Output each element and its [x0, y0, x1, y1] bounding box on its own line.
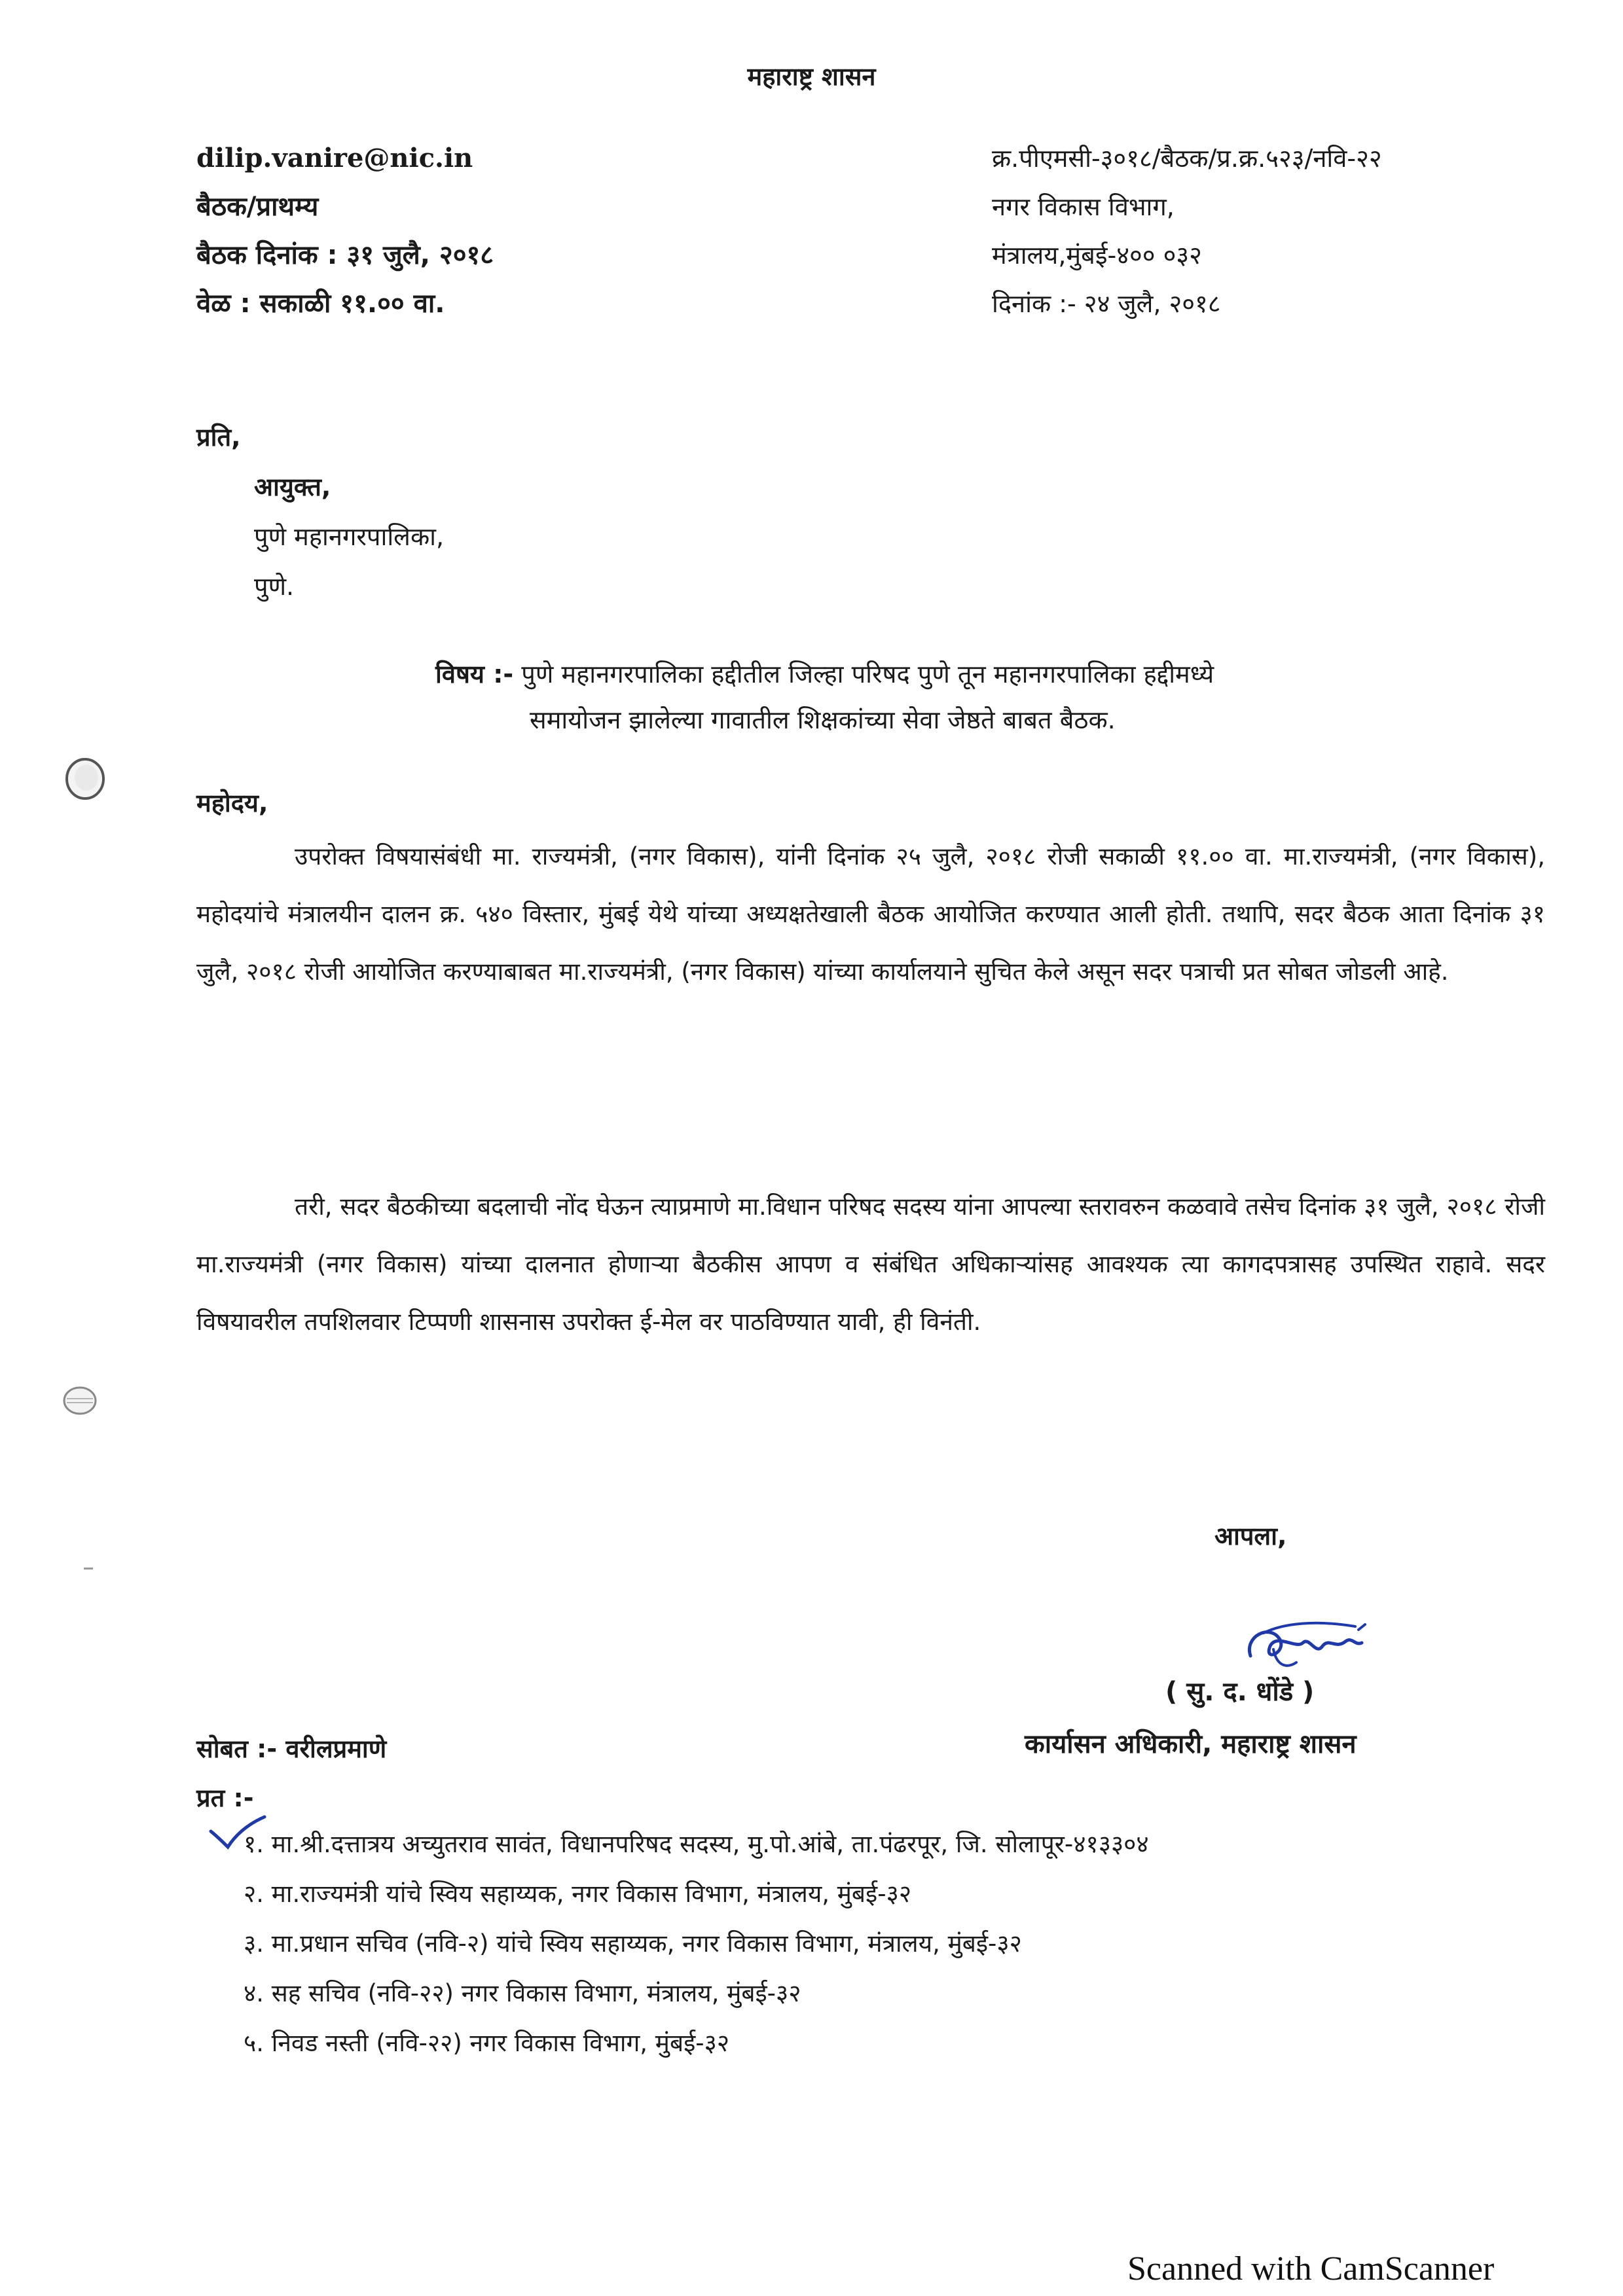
copy-to-item: ५. निवड नस्ती (नवि-२२) नगर विकास विभाग, मुंबई-३२ [244, 2029, 730, 2057]
right-header [992, 134, 1382, 328]
subject-line-2: समायोजन झालेल्या गावातील शिक्षकांच्या सेवा जेष्ठते बाबत बैठक. [530, 706, 1116, 734]
enclosure-note: सोबत :- वरीलप्रमाणे [196, 1734, 387, 1763]
body-paragraph-1 [196, 828, 1545, 1001]
addressee-to: प्रति, [196, 423, 241, 452]
addressee-block [196, 412, 444, 611]
subject-block [435, 651, 1535, 743]
scan-mark [84, 1568, 93, 1570]
sender-email: dilip.vanire@nic.in [196, 143, 473, 173]
addressee-office: पुणे महानगरपालिका, [254, 522, 445, 551]
subject-label: विषय :- [435, 660, 514, 689]
letter-category: बैठक/प्राथम्य [196, 192, 319, 222]
body-paragraph-2-text: तरी, सदर बैठकीच्या बदलाची नोंद घेऊन त्याप्रमाणे मा.विधान परिषद सदस्य यांना आपल्या स्तरावरुन कळवावे तसेच दिनांक ३१ जुलै, २०१८ रोजी मा.राज्यमंत्री (नगर विकास) यांच्या दालनात होणाऱ्या बैठकीस आपण व संबंधित अधिकाऱ्यांसह आवश्यक त्या कागदपत्रासह उपस्थित राहावे. सदर विषयावरील तपशिलवार टिप्पणी शासनास उपरोक्त ई-मेल वर पाठविण्यात यावी, ही विनंती. [196, 1193, 1545, 1336]
scanner-watermark: Scanned with CamScanner [1127, 2250, 1495, 2287]
copy-to-list [244, 1820, 1149, 2068]
signer-name: ( सु. द. धोंडे ) [1165, 1677, 1315, 1707]
salutation: महोदय, [196, 789, 268, 817]
letter-title: महाराष्ट्र शासन [747, 62, 876, 91]
addressee-city: पुणे. [254, 572, 295, 601]
reference-number: क्र.पीएमसी-३०१८/बैठक/प्र.क्र.५२३/नवि-२२ [992, 144, 1382, 173]
punch-hole-icon [62, 756, 108, 804]
signer-title: कार्यासन अधिकारी, महाराष्ट्र शासन [1025, 1729, 1357, 1759]
meeting-date: बैठक दिनांक : ३१ जुलै, २०१८ [196, 240, 494, 270]
copy-to-item: १. मा.श्री.दत्तात्रय अच्युतराव सावंत, विधानपरिषद सदस्य, मु.पो.आंबे, ता.पंढरपूर, जि. सोलापूर-४१३३०४ [244, 1830, 1149, 1858]
punch-hole-icon [60, 1384, 100, 1420]
copy-to-item: ३. मा.प्रधान सचिव (नवि-२) यांचे स्विय सहाय्यक, नगर विकास विभाग, मंत्रालय, मुंबई-३२ [244, 1929, 1022, 1958]
left-header [196, 134, 494, 328]
copy-to-label: प्रत :- [196, 1784, 254, 1812]
copy-to-item: २. मा.राज्यमंत्री यांचे स्विय सहाय्यक, नगर विकास विभाग, मंत्रालय, मुंबई-३२ [244, 1880, 912, 1908]
body-paragraph-1-text: उपरोक्त विषयासंबंधी मा. राज्यमंत्री, (नगर विकास), यांनी दिनांक २५ जुलै, २०१८ रोजी सकाळी ११.०० वा. मा.राज्यमंत्री, (नगर विकास), महोदयांचे मंत्रालयीन दालन क्र. ५४० विस्तार, मुंबई येथे यांच्या अध्यक्षतेखाली बैठक आयोजित करण्यात आली होती. तथापि, सदर बैठक आता दिनांक ३१ जुलै, २०१८ रोजी आयोजित करण्याबाबत मा.राज्यमंत्री, (नगर विकास) यांच्या कार्यालयाने सुचित केले असून सदर पत्राची प्रत सोबत जोडली आहे. [196, 842, 1545, 986]
addressee-designation: आयुक्त, [254, 473, 331, 501]
body-paragraph-2 [196, 1178, 1545, 1351]
meeting-time: वेळ : सकाळी ११.०० वा. [196, 289, 445, 319]
closing-yours: आपला, [1214, 1522, 1287, 1551]
department-address: मंत्रालय,मुंबई-४०० ०३२ [992, 241, 1202, 270]
letter-date: दिनांक :- २४ जुलै, २०१८ [992, 289, 1221, 318]
subject-line-1: पुणे महानगरपालिका हद्दीतील जिल्हा परिषद पुणे तून महानगरपालिका हद्दीमध्ये [521, 660, 1214, 689]
copy-to-item: ४. सह सचिव (नवि-२२) नगर विकास विभाग, मंत्रालय, मुंबई-३२ [244, 1979, 801, 2007]
department-name: नगर विकास विभाग, [992, 192, 1175, 221]
